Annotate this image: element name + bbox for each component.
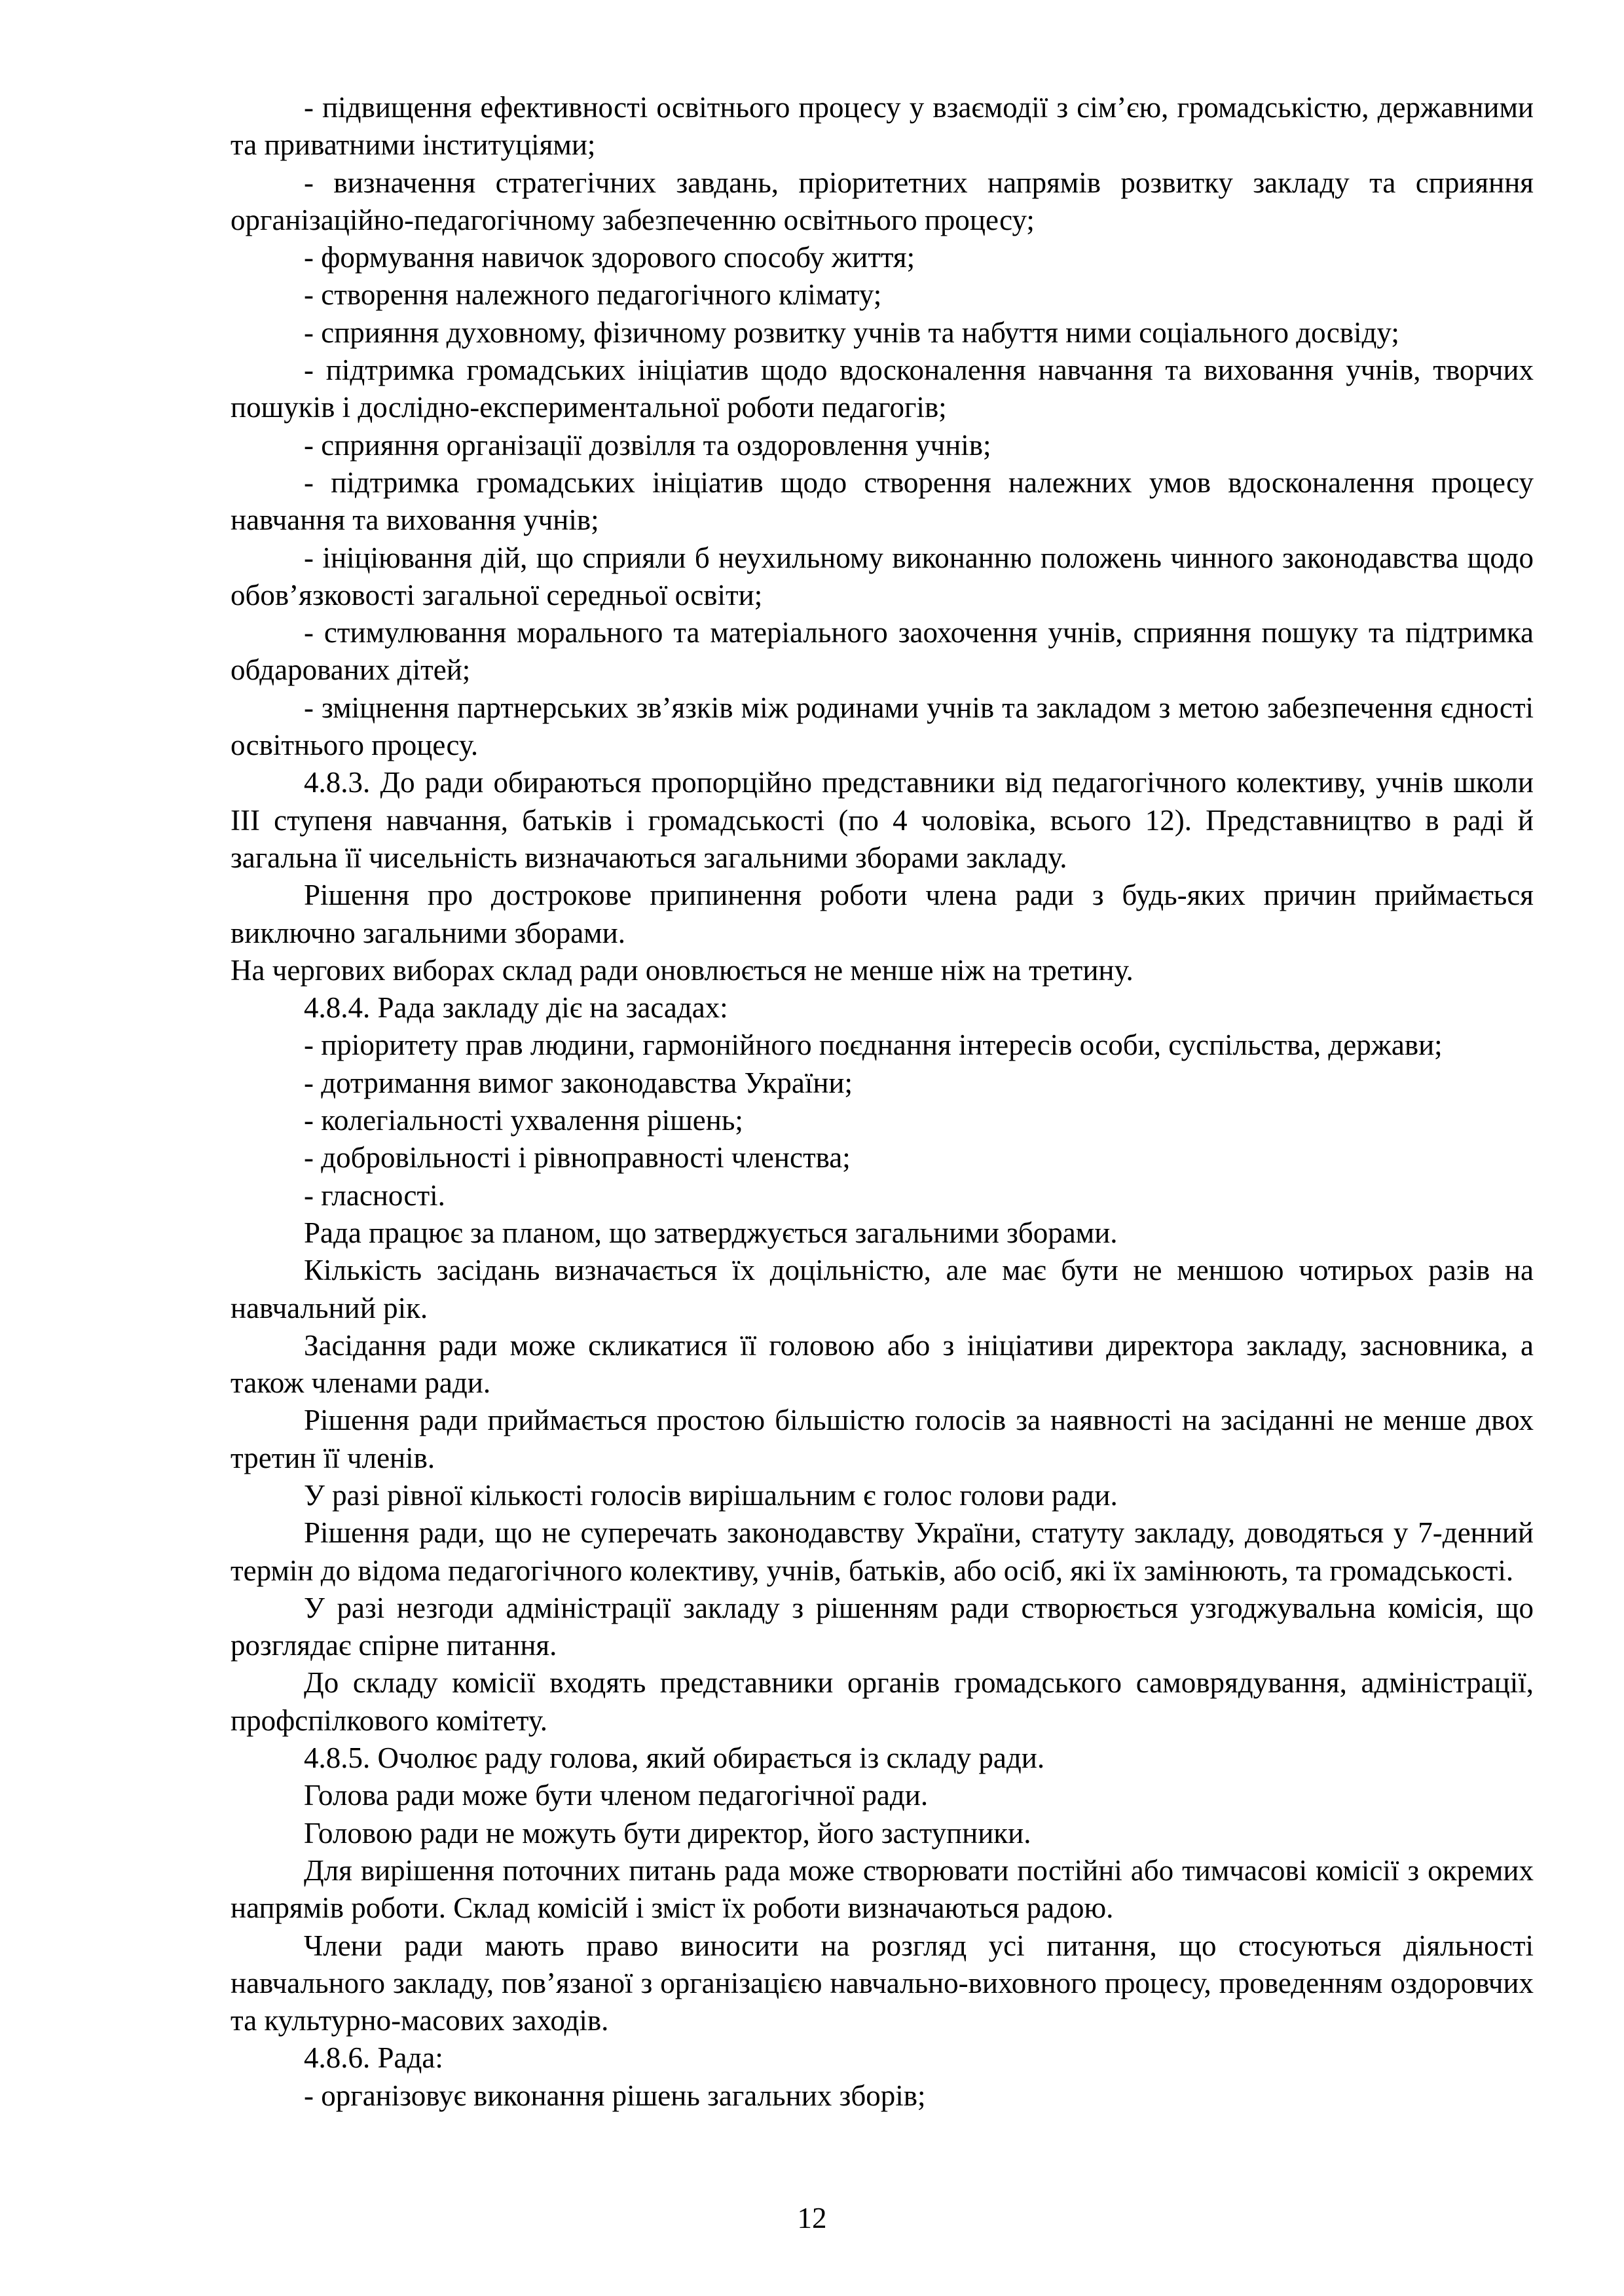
paragraph: Засідання ради може скликатися її головою або з ініціативи директора закладу, засновника, а також членами ради. — [231, 1328, 1534, 1400]
paragraph: - організовує виконання рішень загальних зборів; — [304, 2079, 926, 2112]
paragraph: Рішення ради приймається простою більшістю голосів за наявності на засіданні не менше двох третин її членів. — [231, 1404, 1534, 1474]
paragraph: - формування навичок здорового способу життя; — [304, 241, 915, 274]
paragraph: Голова ради може бути членом педагогічної ради. — [304, 1779, 929, 1812]
paragraph: До складу комісії входять представники органів громадського самоврядування, адміністрації, профспілкового комітету. — [231, 1666, 1534, 1737]
document-body — [231, 89, 1534, 2115]
paragraph: - створення належного педагогічного клімату; — [304, 278, 882, 312]
paragraph: - колегіальності ухвалення рішень; — [304, 1104, 743, 1137]
paragraph: - підтримка громадських ініціатив щодо створення належних умов вдосконалення процесу навчання та виховання учнів; — [231, 465, 1534, 537]
paragraph: - дотримання вимог законодавства України; — [304, 1066, 853, 1099]
paragraph: Рішення про дострокове припинення роботи члена ради з будь-яких причин приймається виключно загальними зборами. — [231, 879, 1534, 949]
paragraph: - гласності. — [304, 1178, 445, 1212]
paragraph: - сприяння організації дозвілля та оздоровлення учнів; — [304, 428, 991, 462]
page-number: 12 — [797, 2202, 827, 2234]
paragraph: - пріоритету прав людини, гармонійного поєднання інтересів особи, суспільства, держави; — [304, 1029, 1443, 1062]
paragraph: Для вирішення поточних питань рада може створювати постійні або тимчасові комісії з окремих напрямів роботи. Склад комісій і зміст їх роботи визначаються радою. — [231, 1853, 1534, 1925]
paragraph: - ініціювання дій, що сприяли б неухильному виконанню положень чинного законодавства щодо обов’язковості загальної середньої освіти; — [231, 541, 1534, 611]
paragraph: - підвищення ефективності освітнього процесу у взаємодії з сім’єю, громадськістю, державними та приватними інституціями; — [231, 91, 1534, 162]
paragraph: На чергових виборах склад ради оновлюється не менше ніж на третину. — [231, 953, 1134, 987]
paragraph: У разі незгоди адміністрації закладу з рішенням ради створюється узгоджувальна комісія, що розглядає спірне питання. — [231, 1591, 1534, 1662]
paragraph: - зміцнення партнерських зв’язків між родинами учнів та закладом з метою забезпечення єдності освітнього процесу. — [231, 691, 1534, 762]
paragraph: Кількість засідань визначається їх доцільністю, але має бути не меншою чотирьох разів на навчальний рік. — [231, 1254, 1534, 1324]
paragraph: Рада працює за планом, що затверджується загальними зборами. — [304, 1216, 1118, 1249]
paragraph: - стимулювання морального та матеріального заохочення учнів, сприяння пошуку та підтримка обдарованих дітей; — [231, 616, 1534, 687]
section-4-8-3: 4.8.3. До ради обираються пропорційно представники від педагогічного колективу, учнів школи ІІІ ступеня навчання, батьків і громадськості (по 4 чоловіка, всього 12). Представництво в раді й загальна її чисельність визначаються загальними зборами закладу. — [231, 766, 1534, 874]
paragraph: У разі рівної кількості голосів вирішальним є голос голови ради. — [304, 1478, 1118, 1512]
section-4-8-6: 4.8.6. Рада: — [304, 2041, 443, 2075]
paragraph: Члени ради мають право виносити на розгляд усі питання, що стосуються діяльності навчального закладу, пов’язаної з організацією навчально-виховного процесу, проведенням оздоровчих та культурно-масових заходів. — [231, 1929, 1534, 2037]
section-4-8-5: 4.8.5. Очолює раду голова, який обирається із складу ради. — [304, 1741, 1045, 1775]
paragraph: - добровільності і рівноправності членства; — [304, 1141, 851, 1175]
section-4-8-4: 4.8.4. Рада закладу діє на засадах: — [304, 991, 728, 1025]
paragraph: - сприяння духовному, фізичному розвитку учнів та набуття ними соціального досвіду; — [304, 316, 1399, 349]
paragraph: - визначення стратегічних завдань, пріоритетних напрямів розвитку закладу та сприяння організаційно-педагогічному забезпеченню освітнього процесу; — [231, 166, 1534, 236]
paragraph: - підтримка громадських ініціатив щодо вдосконалення навчання та виховання учнів, творчих пошуків і дослідно-експериментальної роботи педагогів; — [231, 354, 1534, 424]
paragraph: Рішення ради, що не суперечать законодавству України, статуту закладу, доводяться у 7-денний термін до відома педагогічного колективу, учнів, батьків, або осіб, які їх замінюють, та громадськості. — [231, 1516, 1534, 1587]
paragraph: Головою ради не можуть бути директор, його заступники. — [304, 1816, 1031, 1850]
